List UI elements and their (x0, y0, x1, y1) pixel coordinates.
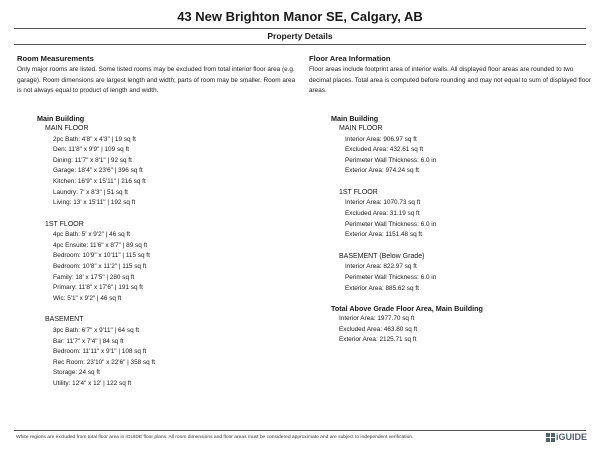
room-item: Bedroom: 10'8" x 11'2" | 115 sq ft (53, 263, 147, 271)
area-line: Exterior Area: 885.62 sq ft (345, 284, 419, 292)
room-list (17, 135, 299, 209)
area-list (309, 198, 591, 240)
room-item: 4pc Bath: 5' x 9'2" | 46 sq ft (53, 231, 131, 239)
room-list (17, 326, 299, 390)
room-item: Dining: 11'7" x 8'1" | 92 sq ft (53, 156, 132, 164)
area-line: Perimeter Wall Thickness: 6.0 in (345, 273, 437, 281)
floor-area-note: Floor areas include footprint area of interior walls. All displayed floor areas are rounded to two decimal places. Total area is computed before rounding and may not equal to sum of displayed floor areas. (309, 66, 591, 95)
area-line: Interior Area: 1070.73 sq ft (345, 199, 421, 207)
area-list (309, 135, 591, 177)
room-item: Garage: 18'4" x 23'6" | 396 sq ft (53, 167, 143, 175)
area-list (309, 262, 591, 294)
room-item: Kitchen: 16'9" x 15'11" | 216 sq ft (53, 177, 146, 185)
logo-text-guide: GUIDE (558, 432, 588, 442)
area-line: Interior Area: 822.97 sq ft (345, 263, 417, 271)
room-item: 3pc Bath: 6'7" x 9'11" | 64 sq ft (53, 326, 139, 334)
area-line: Interior Area: 906.97 sq ft (345, 135, 417, 143)
area-line: Excluded Area: 432.61 sq ft (345, 146, 424, 154)
area-line: Exterior Area: 1151.48 sq ft (345, 231, 422, 239)
room-item: Bedroom: 10'9" x 10'11" | 115 sq ft (53, 252, 150, 260)
room-measurements-heading: Room Measurements (17, 54, 94, 63)
area-floor-name: BASEMENT (Below Grade) (339, 252, 425, 260)
area-line: Perimeter Wall Thickness: 6.0 in (345, 156, 437, 164)
room-item: Laundry: 7' x 8'3" | 51 sq ft (53, 188, 128, 196)
floor-area-heading: Floor Area Information (309, 54, 391, 63)
total-area-heading: Total Above Grade Floor Area, Main Building (331, 304, 483, 314)
room-measurements-note: Only major rooms are listed. Some listed rooms may be excluded from total interior floor area (e.g. garage). Room dimensions are largest length and width; parts of room may be smaller. Room area is not always equal to product of length and width. (17, 66, 296, 95)
total-area-list (309, 314, 591, 346)
room-floor-name: MAIN FLOOR (45, 125, 89, 133)
page-subtitle: Property Details (14, 28, 586, 45)
footer-divider (14, 430, 586, 431)
room-item: Storage: 24 sq ft (53, 369, 100, 377)
room-measurements-section (17, 54, 299, 389)
iguide-mark-icon (546, 433, 555, 442)
floor-area-section (309, 54, 591, 346)
room-building-heading: Main Building (37, 114, 85, 124)
logo-text-i: i (556, 432, 559, 442)
area-floor-name: MAIN FLOOR (339, 125, 383, 133)
area-line: Perimeter Wall Thickness: 6.0 in (345, 220, 437, 228)
room-item: Family: 18' x 17'5" | 280 sq ft (53, 273, 135, 281)
room-item: Primary: 11'8" x 17'6" | 191 sq ft (53, 284, 143, 292)
room-item: Bar: 11'7" x 7'4" | 84 sq ft (53, 337, 124, 345)
room-item: Utility: 12'4" x 12' | 122 sq ft (53, 379, 132, 387)
room-item: Living: 13' x 15'11" | 192 sq ft (53, 199, 136, 207)
room-floor-name: BASEMENT (45, 316, 84, 324)
room-item: Den: 11'8" x 9'9" | 109 sq ft (53, 146, 130, 154)
area-floor-name: 1ST FLOOR (339, 188, 378, 196)
page-title: 43 New Brighton Manor SE, Calgary, AB (177, 9, 423, 24)
iguide-logo (546, 432, 587, 443)
room-item: Rec Room: 23'10" x 22'6" | 358 sq ft (53, 358, 156, 366)
room-item: Wic: 5'1" x 9'2" | 46 sq ft (53, 294, 122, 302)
area-building-heading: Main Building (331, 114, 379, 124)
room-item: 2pc Bath: 4'8" x 4'3" | 19 sq ft (53, 135, 136, 143)
room-item: 4pc Ensuite: 11'6" x 8'7" | 89 sq ft (53, 241, 148, 249)
area-line: Excluded Area: 463.80 sq ft (339, 325, 418, 333)
room-floor-name: 1ST FLOOR (45, 220, 84, 228)
footer-disclaimer: White regions are excluded from total floor area in iGUIDE floor plans. All room dimensions and floor areas must be considered approximate and are subject to independent verification. (16, 435, 414, 440)
room-list (17, 230, 299, 304)
room-item: Bedroom: 11'11" x 9'1" | 108 sq ft (53, 348, 147, 356)
area-line: Interior Area: 1977.70 sq ft (339, 315, 415, 323)
area-line: Excluded Area: 31.19 sq ft (345, 210, 420, 218)
area-line: Exterior Area: 974.24 sq ft (345, 167, 419, 175)
area-line: Exterior Area: 2125.71 sq ft (339, 336, 417, 344)
